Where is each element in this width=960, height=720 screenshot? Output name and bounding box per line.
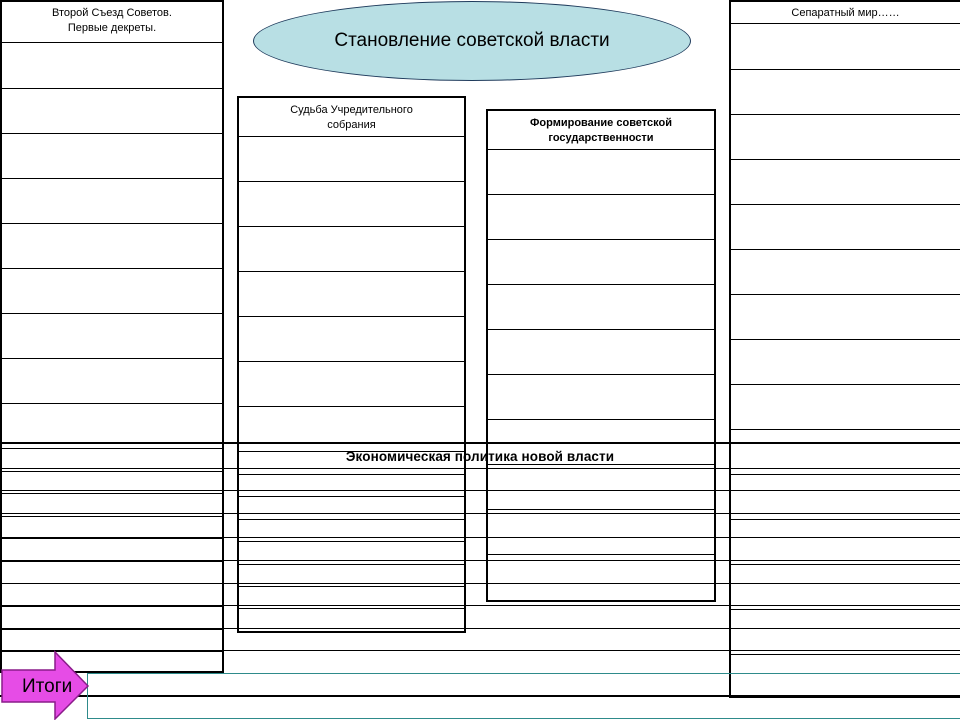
table-row (2, 133, 222, 134)
economic-band-line (0, 513, 960, 514)
table-row (488, 374, 714, 375)
table-row (731, 69, 960, 70)
table-row (731, 204, 960, 205)
table-row (2, 538, 222, 539)
economic-band-bottom-border (0, 695, 960, 697)
table-row (2, 268, 222, 269)
table-row (731, 339, 960, 340)
table-row (731, 609, 960, 610)
header-line-1: Второй Съезд Советов. (52, 7, 172, 19)
title-ellipse (253, 1, 691, 81)
table-row (2, 516, 222, 517)
table-row (2, 313, 222, 314)
header-line-1: Формирование советской (530, 117, 672, 129)
table-row (2, 88, 222, 89)
economic-band-line (0, 605, 960, 606)
table-row (239, 271, 464, 272)
economic-band-line (0, 628, 960, 629)
economic-policy-heading: Экономическая политика новой власти (345, 449, 615, 464)
table-row (488, 419, 714, 420)
header-line-2: Первые декреты. (67, 22, 157, 34)
header-line-1: Сепаратный мир…… (791, 7, 900, 19)
table-row (2, 403, 222, 404)
summary-button-label[interactable]: Итоги (22, 676, 73, 697)
table-row (731, 429, 960, 430)
table-row (239, 519, 464, 520)
table-row (239, 361, 464, 362)
table-row (239, 136, 464, 137)
table-row (2, 448, 222, 449)
table-row (488, 464, 714, 465)
table-row (488, 509, 714, 510)
header-line-1: Судьба Учредительного (290, 104, 413, 116)
table-row (731, 23, 960, 24)
table-constituent-assembly (237, 96, 466, 633)
economic-band-line (0, 583, 960, 584)
table-row (239, 316, 464, 317)
table-row (2, 358, 222, 359)
table-row (731, 654, 960, 655)
table-row (488, 554, 714, 555)
table-row (2, 561, 222, 562)
table-row (488, 284, 714, 285)
table-row (2, 471, 222, 472)
table-row (488, 329, 714, 330)
table-header (239, 103, 464, 133)
table-row (2, 629, 222, 630)
table-row (731, 114, 960, 115)
table-soviet-statehood (486, 109, 716, 602)
table-header (488, 116, 714, 146)
header-line-2: собрания (327, 119, 376, 131)
table-separate-peace (729, 0, 960, 698)
table-row (239, 496, 464, 497)
table-header (731, 6, 960, 21)
table-row (2, 42, 222, 43)
table-row (488, 239, 714, 240)
economic-band-line (0, 490, 960, 491)
summary-line (88, 673, 960, 674)
table-row (488, 194, 714, 195)
header-line-2: государственности (548, 132, 654, 144)
table-row (239, 541, 464, 542)
table-row (731, 249, 960, 250)
table-row (731, 384, 960, 385)
economic-band-line (0, 537, 960, 538)
table-row (239, 226, 464, 227)
table-row (239, 474, 464, 475)
table-row (731, 564, 960, 565)
table-row (488, 149, 714, 150)
table-second-congress (0, 0, 224, 673)
table-row (731, 474, 960, 475)
table-row (2, 493, 222, 494)
economic-band-line (0, 560, 960, 561)
table-row (239, 586, 464, 587)
table-row (731, 159, 960, 160)
page-title: Становление советской власти (334, 30, 610, 51)
table-row (239, 608, 464, 609)
economic-band-line (0, 468, 960, 469)
table-row (2, 606, 222, 607)
table-row (2, 178, 222, 179)
table-row (731, 294, 960, 295)
summary-line (88, 718, 960, 719)
economic-band-line (0, 650, 960, 651)
table-header (2, 6, 222, 36)
economic-band-top-border (0, 442, 960, 444)
table-row (731, 519, 960, 520)
table-row (239, 406, 464, 407)
table-row (2, 223, 222, 224)
table-row (239, 181, 464, 182)
table-row (239, 564, 464, 565)
